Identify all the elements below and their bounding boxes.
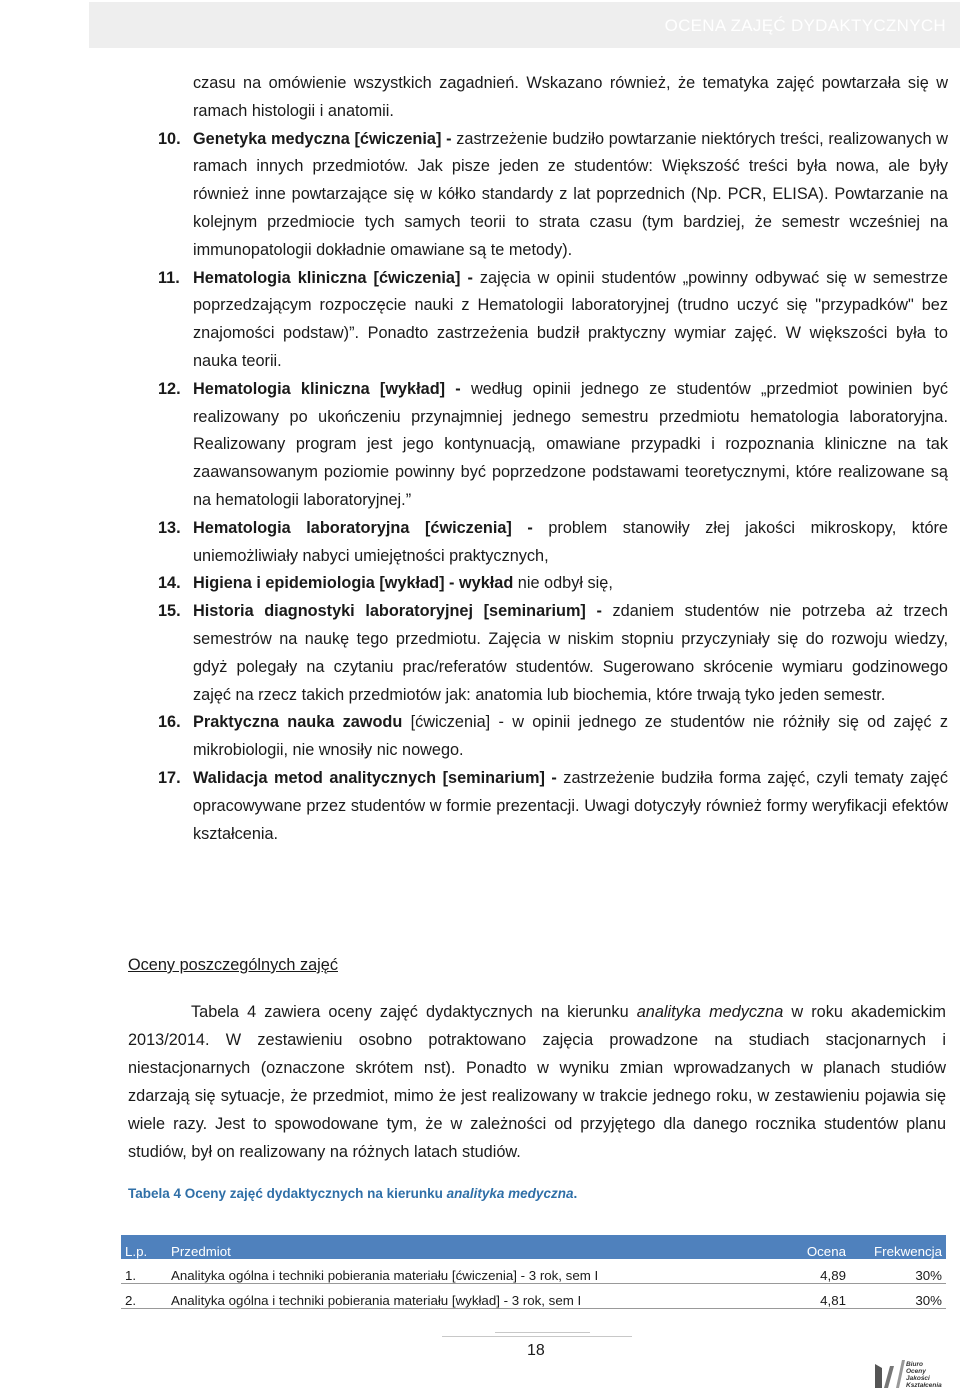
list-item <box>158 126 948 265</box>
table-header-row <box>121 1235 946 1259</box>
item-title: Praktyczna nauka zawodu <box>193 713 403 732</box>
item-text: zastrzeżenie budziła forma zajęć, czyli tematy zajęć opracowywane przez studentów w formie prezentacji. Uwagi dotyczyły również formy weryfikacji efektów kształcenia. <box>193 768 948 843</box>
logo-mark-icon <box>872 1358 906 1390</box>
field-of-study: analityka medyczna <box>636 1003 784 1021</box>
item-number: 12. <box>158 379 181 398</box>
item-title: Hematologia kliniczna [ćwiczenia] - <box>193 268 473 287</box>
item-text: według opinii jednego ze studentów „przedmiot powinien być realizowany po ukończeniu przynajmniej jednego semestru przedmiotu hematologia laboratoryjna. Realizowany program jest jego kontynuacją, omawiane przypadki i rozpoznania kliniczne na tak zaawansowanym poziomie powinny być poprzedzone podstawami teoretycznymi, które realizowane są na hematologii laboratoryjnej.” <box>193 379 949 509</box>
col-grade: Ocena <box>778 1235 850 1259</box>
section-heading: Oceny poszczególnych zajęć <box>128 956 338 974</box>
cell-grade: 4,89 <box>778 1259 850 1284</box>
item-number: 11. <box>158 268 180 287</box>
list-item <box>158 598 948 709</box>
cell-grade: 4,81 <box>778 1284 850 1309</box>
item-title: Hematologia laboratoryjna [ćwiczenia] - <box>193 518 533 537</box>
cell-lp: 2. <box>121 1284 167 1309</box>
page-number: 18 <box>527 1342 545 1359</box>
item-title: Walidacja metod analitycznych [seminarium] - <box>193 768 557 787</box>
col-freq: Frekwencja <box>850 1235 946 1259</box>
cell-subject: Analityka ogólna i techniki pobierania materiału [ćwiczenia] - 3 rok, sem I <box>167 1259 778 1284</box>
cell-lp: 1. <box>121 1259 167 1284</box>
table-row <box>121 1259 946 1284</box>
item-text: nie odbył się, <box>513 574 613 593</box>
item-text: [ćwiczenia] - w opinii jednego ze studentów nie różniły się od zajęć z mikrobiologii, nie wnosiły nic nowego. <box>193 713 948 760</box>
item-number: 17. <box>158 768 181 787</box>
item-title: Historia diagnostyki laboratoryjnej [seminarium] - <box>193 602 602 621</box>
bojk-logo: Biuro Oceny Jakości Kształcenia <box>872 1358 952 1390</box>
list-item <box>158 265 948 376</box>
header-bar <box>89 2 960 48</box>
item-number: 14. <box>158 574 181 593</box>
item-text: problem stanowiły złej jakości mikroskopy, które uniemożliwiały nabyci umiejętności praktycznych, <box>193 518 948 565</box>
item-title: Genetyka medyczna [ćwiczenia] - <box>193 129 452 148</box>
grades-table <box>121 1235 946 1309</box>
table-row <box>121 1284 946 1309</box>
cell-subject: Analityka ogólna i techniki pobierania materiału [wykład] - 3 rok, sem I <box>167 1284 778 1309</box>
list-item-continuation <box>158 70 948 126</box>
list-item <box>158 570 948 598</box>
table-caption: Tabela 4 Oceny zajęć dydaktycznych na kierunku analityka medyczna. <box>128 1186 578 1201</box>
item-number: 10. <box>158 129 181 148</box>
item-number: 15. <box>158 602 181 621</box>
numbered-list <box>158 70 948 848</box>
item-text: zajęcia w opinii studentów „powinny odbywać się w semestrze poprzedzającym rozpoczęcie nauki z Hematologii laboratoryjnej (trudno uczyć się "przypadków" bez znajomości podstaw)”. Ponadto zastrzeżenia budził praktyczny wymiar zajęć. W większości była to nauka teorii. <box>193 268 948 370</box>
col-subject: Przedmiot <box>167 1235 778 1259</box>
body-paragraph: Tabela 4 zawiera oceny zajęć dydaktycznych na kierunku analityka medyczna w roku akademickim 2013/2014. W zestawieniu osobno potraktowano zajęcia prowadzone na studiach stacjonarnych i niestacjonarnych (oznaczone skrótem nst). Ponadto w wyniku zmian wprowadzanych w planach studiów zdarzają się sytuacje, że przedmiot, mimo że jest realizowany w trakcie jednego roku, w zestawieniu pojawia się wiele razy. Jest to spowodowane tym, że w zależności od przyjętego dla danego rocznika studentów planu studiów, był on realizowany na różnych latach studiów. <box>128 1003 946 1161</box>
list-item <box>158 376 948 515</box>
item-text: zastrzeżenie budziło powtarzanie niektórych treści, realizowanych w ramach innych przedmiotów. Jak pisze jeden ze studentów: Większość treści była nowa, ale były również inne powtarzające się w kółko standardy z lat poprzednich (Np. PCR, ELISA). Powtarzanie na kolejnym przedmiocie tych samych teorii to strata czasu (tym bardziej, że semestr wcześniej na immunopatologii dokładnie omawiane są te metody). <box>193 129 949 259</box>
cell-freq: 30% <box>850 1284 946 1309</box>
list-item <box>158 515 948 571</box>
list-continuation-text: czasu na omówienie wszystkich zagadnień. Wskazano również, że tematyka zajęć powtarzała się w ramach histologii i anatomii. <box>193 74 948 120</box>
header-title: OCENA ZAJĘĆ DYDAKTYCZNYCH <box>664 16 946 35</box>
item-number: 13. <box>158 518 181 537</box>
item-title: Hematologia kliniczna [wykład] - <box>193 379 461 398</box>
item-title: Higiena i epidemiologia [wykład] - wykład <box>193 574 514 593</box>
item-number: 16. <box>158 713 181 732</box>
item-text: zdaniem studentów nie potrzeba aż trzech semestrów na naukę tego przedmiotu. Zajęcia w niskim stopniu przyczyniały się do rozwoju wiedzy, gdyż polegały na czytaniu prac/referatów studentów. Sugerowano skrócenie wymiaru godzinowego zajęć na rzecz takich przedmiotów jak: anatomia lub biochemia, które trwają tyko jeden semestr. <box>193 602 948 704</box>
footer-rule-short <box>495 1332 590 1333</box>
list-item <box>158 765 948 848</box>
col-lp: L.p. <box>121 1235 167 1259</box>
footer-rule <box>442 1336 632 1337</box>
cell-freq: 30% <box>850 1259 946 1284</box>
list-item <box>158 709 948 765</box>
